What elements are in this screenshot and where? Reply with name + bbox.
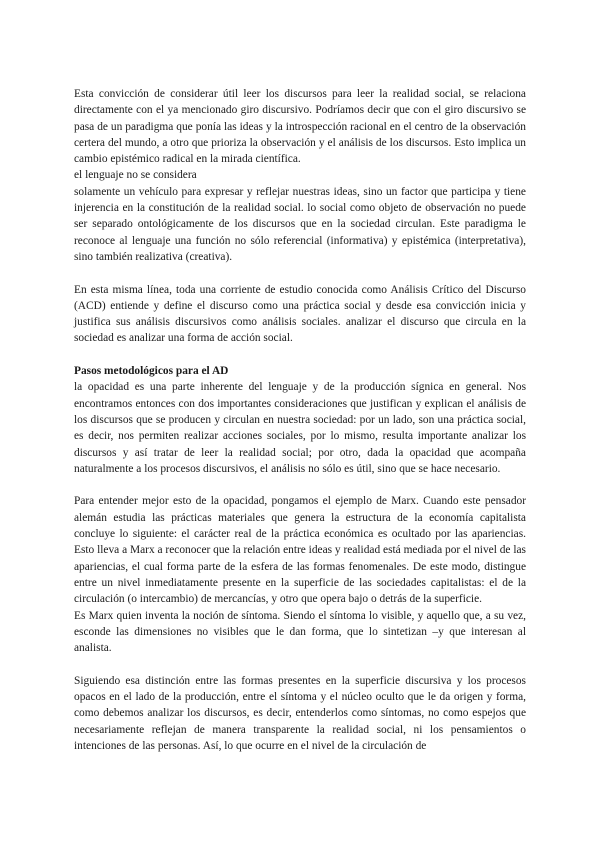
paragraph-giro-discursivo: Esta convicción de considerar útil leer los discursos para leer la realidad social, se relaciona directamente con el ya mencionado giro discursivo. Podríamos decir que con el giro discursivo se pasa de un paradigma que ponía las ideas y la introspección racional en el centro de la observación certera del mundo, a otro que prioriza la observación y el análisis de los discursos. Esto implica un cambio epistémico radical en la mirada científica. — [74, 88, 526, 166]
paragraph-gap — [74, 265, 526, 281]
paragraph-gap — [74, 347, 526, 363]
paragraph-sintoma: Es Marx quien inventa la noción de síntoma. Siendo el síntoma lo visible, y aquello que, a su vez, esconde las dimensiones no visibles que le dan forma, que lo sintetizan –y que interesan al analista. — [74, 609, 526, 655]
section-heading: Pasos metodológicos para el AD — [74, 365, 229, 378]
paragraph-lenguaje-fragment: el lenguaje no se considera — [74, 169, 197, 182]
paragraph-lenguaje: solamente un vehículo para expresar y reflejar nuestras ideas, sino un factor que participa y tiene injerencia en la constitución de la realidad social. lo social como objeto de observación no puede ser separado ontológicamente de los discursos que en la sociedad circulan. Este paradigma le reconoce al lenguaje una función no sólo referencial (informativa) y epistémica (interpretativa), sino también realizativa (creativa). — [74, 185, 526, 263]
paragraph-distincion: Siguiendo esa distinción entre las formas presentes en la superficie discursiva y los procesos opacos en el lado de la producción, entre el síntoma y el núcleo oculto que le da origen y forma, como debemos analizar los discursos, es decir, entenderlos como síntomas, no como espejos que necesariamente reflejan de manera transparente la realidad social, ni los pensamientos o intenciones de las personas. Así, lo que ocurre en el nivel de la circulación de — [74, 674, 526, 752]
document-body — [74, 86, 526, 754]
paragraph-opacidad: la opacidad es una parte inherente del lenguaje y de la producción sígnica en general. Nos encontramos entonces con dos importantes consideraciones que justifican y explican el análisis de los discursos que se producen y circulan en nuestra sociedad: por un lado, son una práctica social, es decir, nos permiten realizar acciones sociales, por lo mismo, resulta importante analizar los discursos y así tratar de leer la realidad social; por otro, dada la opacidad que acompaña naturalmente a los procesos discursivos, el análisis no sólo es útil, sino que se hace necesario. — [74, 381, 526, 475]
paragraph-acd: En esta misma línea, toda una corriente de estudio conocida como Análisis Crítico del Discurso (ACD) entiende y define el discurso como una práctica social y desde esa convicción inicia y justifica sus análisis discursivos como análisis sociales. analizar el discurso que circula en la sociedad es analizar una forma de acción social. — [74, 283, 526, 345]
paragraph-gap — [74, 656, 526, 672]
paragraph-gap — [74, 477, 526, 493]
paragraph-marx: Para entender mejor esto de la opacidad, pongamos el ejemplo de Marx. Cuando este pensador alemán estudia las prácticas materiales que genera la estructura de la economía capitalista concluye lo siguiente: el carácter real de la práctica económica es ocultado por las apariencias. Esto lleva a Marx a reconocer que la relación entre ideas y realidad está mediada por el nivel de las apariencias, el cual forma parte de la esfera de las formas fenomenales. De este modo, distingue entre un nivel inmediatamente presente en la superficie de las sociedades capitalistas: el de la circulación (o intercambio) de mercancías, y otro que opera bajo o detrás de la superficie. — [74, 495, 526, 606]
